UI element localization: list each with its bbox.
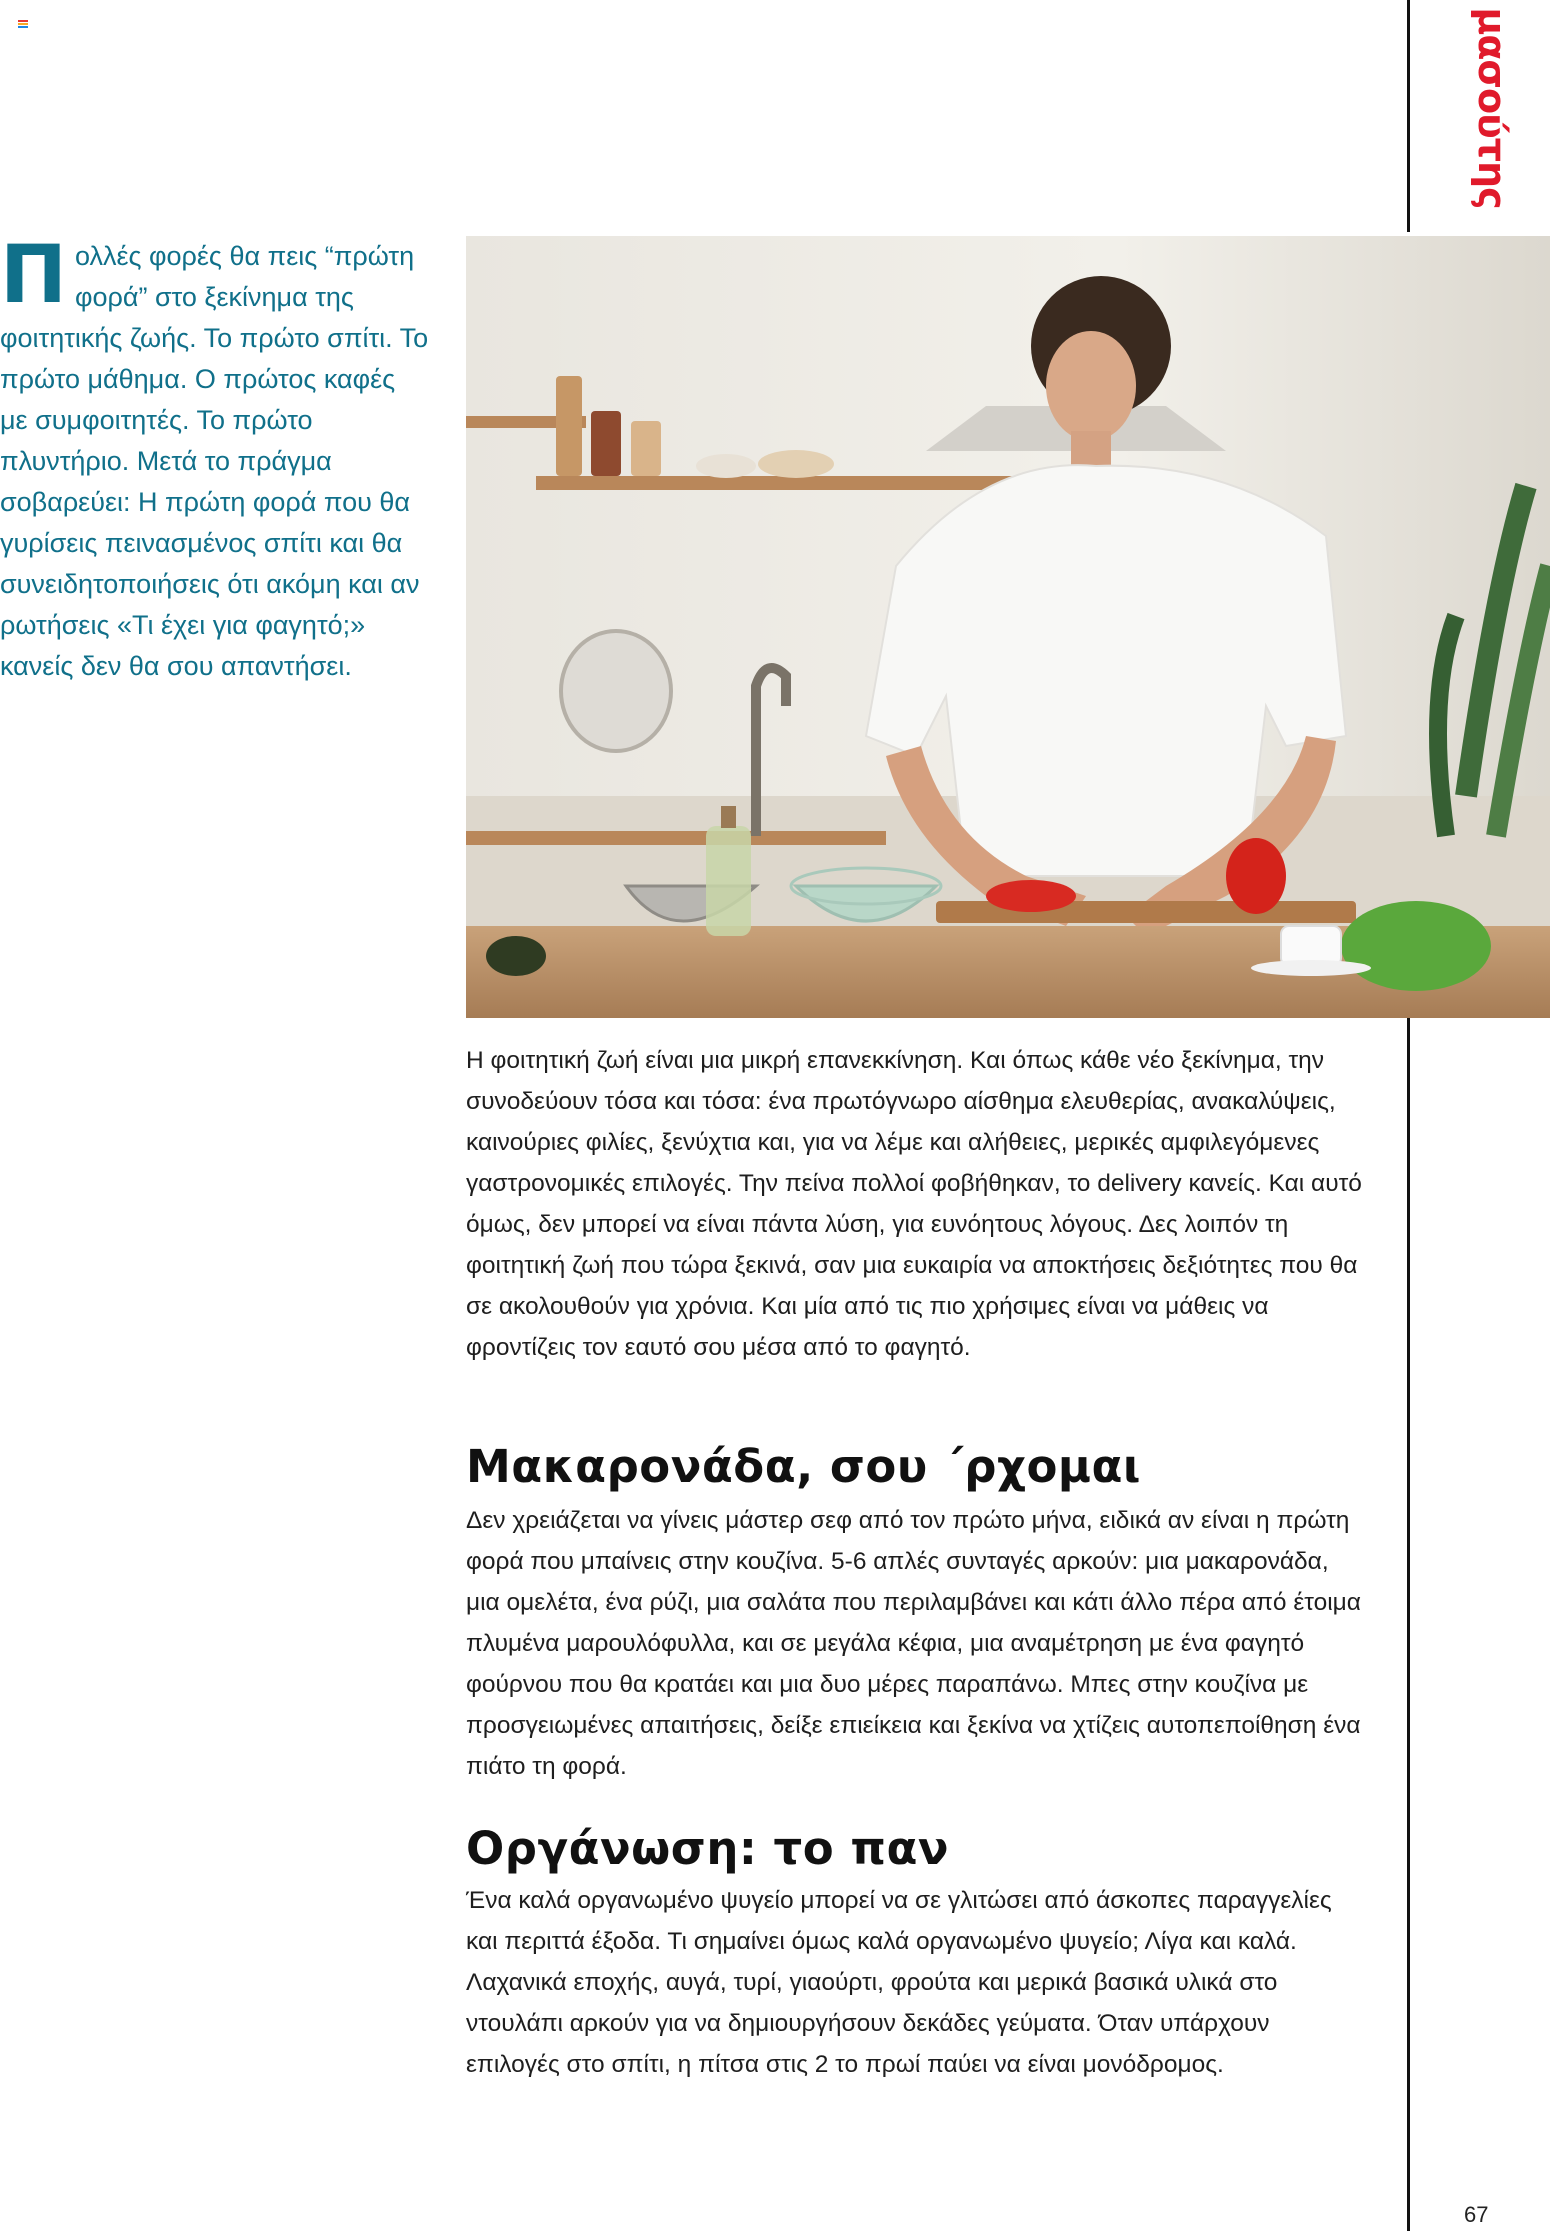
intro-text: ολλές φορές θα πεις “πρώτη φορά” στο ξεκίνημα της φοιτητικής ζωής. Το πρώτο σπίτι. Το πρώτο μάθημα. Ο πρώτος καφές με συμφοιτητές. Το πρώτο πλυντήριο. Μετά το πράγμα σοβαρεύει: Η πρώτη φορά που θα γυρίσεις πεινασμένος σπίτι και θα συνειδητοποιήσεις ότι ακόμη και αν ρωτήσεις «Τι έχει για φαγητό;» κανείς δεν θα σου απαντήσει.	[0, 241, 429, 681]
section-body-pasta	[466, 1500, 1366, 1787]
section-heading-organization: Οργάνωση: το παν	[466, 1822, 950, 1875]
divider-line-bottom	[1407, 1018, 1410, 2231]
section-text-organization: Ένα καλά οργανωμένο ψυγείο μπορεί να σε γλιτώσει από άσκοπες παραγγελίες και περιττά έξοδα. Τι σημαίνει όμως καλά οργανωμένο ψυγείο; Λίγα και καλά. Λαχανικά εποχής, αυγά, τυρί, γιαούρτι, φρούτα και μερικά βασικά υλικά στο ντουλάπι αρκούν για να δημιουργήσουν δεκάδες γεύματα. Όταν υπάρχουν επιλογές στο σπίτι, η πίτσα στις 2 το πρωί παύει να είναι μονόδρομος.	[466, 1887, 1332, 2078]
section-heading-pasta: Μακαρονάδα, σου ΄ρχομαι	[466, 1440, 1141, 1493]
drop-cap: Π	[0, 228, 67, 321]
intro-paragraph	[0, 228, 430, 687]
page-number: 67	[1464, 2202, 1489, 2227]
lead-text: Η φοιτητική ζωή είναι μια μικρή επανεκκίνηση. Και όπως κάθε νέο ξεκίνημα, την συνοδεύουν τόσα και τόσα: ένα πρωτόγνωρο αίσθημα ελευθερίας, ανακαλύψεις, καινούριες φιλίες, ξενύχτια και, για να λέμε και αλήθειες, μερικές αμφιλεγόμενες γαστρονομικές επιλογές. Την πείνα πολλοί φοβήθηκαν, το delivery κανείς. Και αυτό όμως, δεν μπορεί να είναι πάντα λύση, για ευνόητους λόγους. Δες λοιπόν τη φοιτητική ζωή που τώρα ξεκινά, σαν μια ευκαιρία να αποκτήσεις δεξιότητες που θα σε ακολουθούν για χρόνια. Και μία από τις πιο χρήσιμες είναι να μάθεις να φροντίζεις τον εαυτό σου μέσα από το φαγητό.	[466, 1047, 1362, 1361]
brand-wordmark: μασούτης	[1470, 6, 1514, 209]
kitchen-photo	[466, 236, 1550, 1018]
brand-logo	[1462, 0, 1522, 215]
flag-mark-icon	[18, 20, 28, 28]
divider-line-top	[1407, 0, 1410, 232]
lead-paragraph	[466, 1040, 1366, 1368]
section-text-pasta: Δεν χρειάζεται να γίνεις μάστερ σεφ από τον πρώτο μήνα, ειδικά αν είναι η πρώτη φορά που μπαίνεις στην κουζίνα. 5-6 απλές συνταγές αρκούν: μια μακαρονάδα, μια ομελέτα, ένα ρύζι, μια σαλάτα που περιλαμβάνει και κάτι άλλο πέρα από έτοιμα πλυμένα μαρουλόφυλλα, και σε μεγάλα κέφια, μια αναμέτρηση με ένα φαγητό φούρνου που θα κρατάει και μια δυο μέρες παραπάνω. Μπες στην κουζίνα με προσγειωμένες απαιτήσεις, δείξε επιείκεια και ξεκίνα να χτίζεις αυτοπεποίθηση ένα πιάτο τη φορά.	[466, 1507, 1361, 1780]
section-body-organization	[466, 1880, 1366, 2085]
